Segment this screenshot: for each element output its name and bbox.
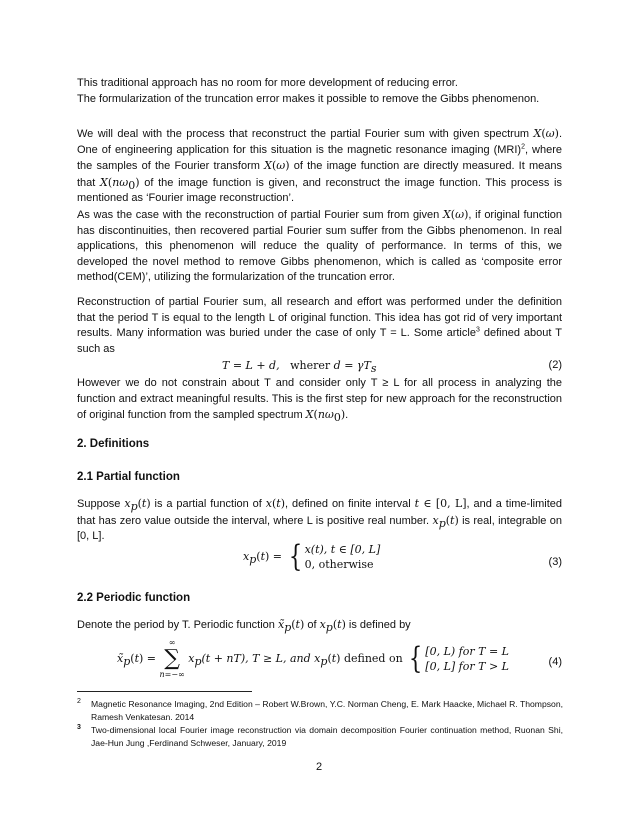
paragraph-fourier-reconstruction: We will deal with the process that reconstruct the partial Fourier sum with given spectrum X(ω). One of engineering application for this situation is the magnetic resonance imaging (MRI)$^2$, where the samples of the Fourier transform X(ω) of the image function are directly measured. It means that $X(n\omega_0)$ of the image function is given, and reconstruct the image function. This process is mentioned as ‘Fourier image reconstruction’. As was the case with the reconstruction of partial Fourier sum from given X(ω), if original function has discontinuities, then recovered partial Fourier sum suffer from the Gibbs phenomenon. In real applications, this phenomenon will reduce the quality of performance. In terms of this, we developed the novel method to remove Gibbs phenomenon, which is called as ‘composite error method(CEM)’, utilizing the formularization of the truncation error.	[77, 127, 563, 284]
intro-line-1: This traditional approach has no room for more development of reducing error.	[77, 77, 458, 89]
intro-line-2: The formularization of the truncation error makes it possible to remove the Gibbs phenomenon.	[77, 92, 540, 105]
equation-4-number: (4)	[548, 656, 562, 668]
footnote-ref-3[interactable]: 3	[475, 326, 480, 334]
footnote-2: 2 Magnetic Resonance Imaging, 2nd Edition – Robert W.Brown, Y.C. Norman Cheng, E. Mark Haacke, Michael R. Thompson, Ramesh Venkatesan. 2014	[77, 698, 563, 722]
section-heading-periodic-function: 2.2 Periodic function	[77, 592, 191, 604]
footnote-ref-2[interactable]: 2	[521, 142, 525, 150]
equation-3-number: (3)	[548, 556, 562, 568]
section-heading-definitions: 2. Definitions	[77, 438, 150, 450]
summation-symbol: ∞ ∑ n=−∞	[159, 638, 185, 679]
intro-paragraph	[77, 76, 562, 107]
footnote-3: 3 Two-dimensional local Fourier image reconstruction via domain decomposition Fourier continuation method, Ruonan Shi, Jae-Hun Jung ,Ferdinand Schweser, January, 2019	[77, 724, 563, 748]
equation-2-number: (2)	[548, 359, 562, 371]
paragraph-period-definition: Reconstruction of partial Fourier sum, all research and effort was performed under the definition that the period T is equal to the length L of original function. This idea has got rid of very important results. Many information was buried under the case of only T = L. Some article$^3$ defined about T such as	[77, 296, 562, 355]
paragraph-constraint: However we do not constrain about T and consider only T ≥ L for all process in analyzing the function and extract meaningful results. This is the first step for new approach for the reconstruction of original function from the sampled spectrum $X(n\omega_0)$.	[77, 377, 562, 425]
paragraph-periodic-function: Denote the period by T. Periodic function $x̃_p(t)$ of $x_p(t)$ is defined by	[77, 618, 411, 635]
section-heading-partial-function: 2.1 Partial function	[77, 471, 180, 483]
math-X-omega: X	[533, 127, 542, 140]
footnote-separator	[77, 691, 252, 692]
equation-4: $x̃_p(t)$ = ∞ ∑ n=−∞ $x_p(t + nT)$, T ≥ L, and $x_p(t)$ defined on { [0, L) for T = L [0, L] for T > L	[117, 638, 509, 679]
equation-3: $x_p(t)$ = { x(t), t ∈ [0, L] 0, otherwise	[243, 539, 381, 574]
paragraph-partial-function: Suppose $x_p(t)$ is a partial function of x(t), defined on finite interval t ∈ [0, L], and a time-limited that has zero value outside the interval, where L is positive real number. $x_p(t)$ is real, integrable on [0, L].	[77, 497, 562, 543]
equation-2: T = L + d, wherer $d = \gamma T_s$	[222, 359, 377, 376]
page-number: 2	[315, 761, 323, 773]
